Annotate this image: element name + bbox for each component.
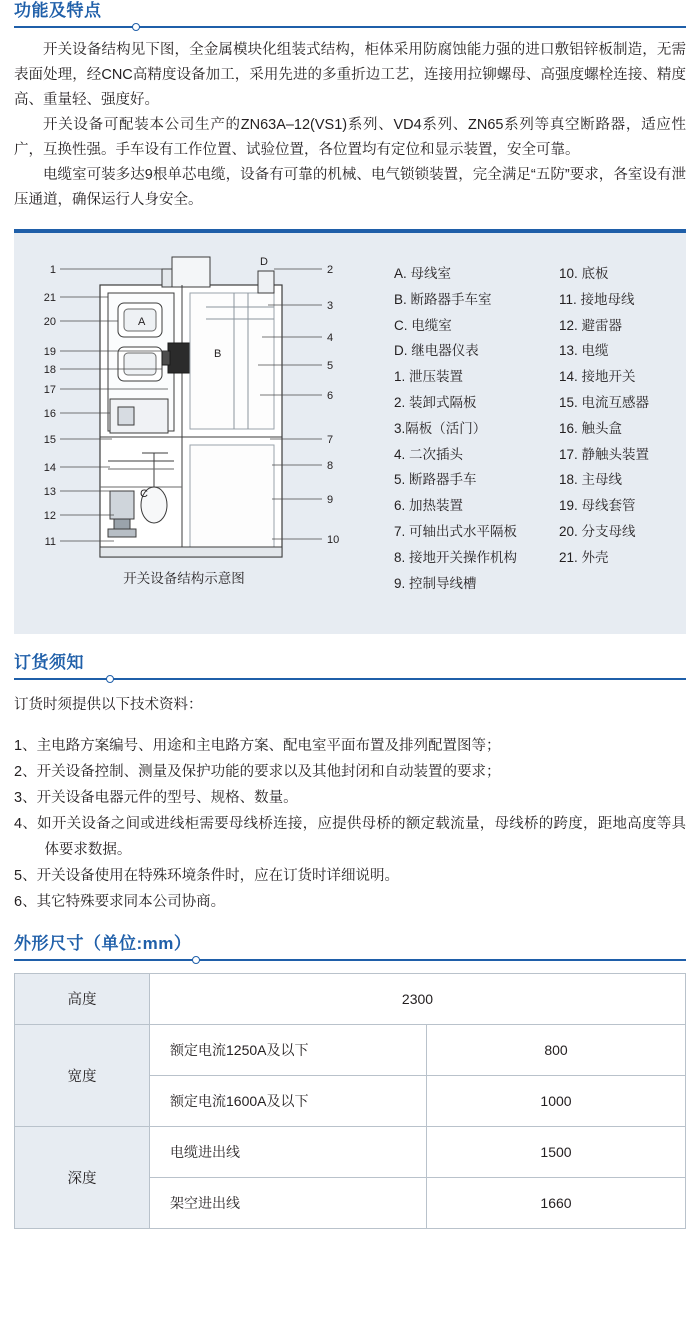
table-row bbox=[15, 973, 686, 1024]
svg-text:17: 17 bbox=[43, 384, 56, 396]
diagram-caption: 开关设备结构示意图 bbox=[123, 571, 245, 586]
svg-text:13: 13 bbox=[43, 486, 56, 498]
legend-item: 19. 母线套管 bbox=[559, 498, 636, 514]
features-paragraph-1: 开关设备结构见下图，全金属模块化组装式结构，柜体采用防腐蚀能力强的进口敷铝锌板制造，无需表面处理，经CNC高精度设备加工，采用先进的多重折边工艺，连接用拉铆螺母、高强度螺栓连接、精度高、重量轻、强度好。 bbox=[14, 42, 686, 108]
svg-text:6: 6 bbox=[327, 390, 334, 402]
section-heading-dimensions bbox=[14, 933, 686, 961]
list-item bbox=[14, 785, 686, 811]
list-item bbox=[14, 811, 686, 863]
legend-item: 11. 接地母线 bbox=[559, 291, 635, 307]
svg-text:11: 11 bbox=[44, 536, 56, 548]
dimension-item: 电缆进出线 bbox=[150, 1126, 427, 1177]
legend-item: 8. 接地开关操作机构 bbox=[394, 549, 518, 565]
svg-text:21: 21 bbox=[43, 292, 56, 304]
list-item-text: 1、主电路方案编号、用途和主电路方案、配电室平面布置及排列配置图等； bbox=[14, 737, 501, 754]
ordering-list bbox=[14, 733, 686, 915]
legend-item: 20. 分支母线 bbox=[559, 523, 636, 539]
section-title-ordering: 订货须知 bbox=[14, 653, 84, 672]
dimension-label: 深度 bbox=[15, 1126, 150, 1228]
svg-text:10: 10 bbox=[327, 534, 340, 546]
legend-item: 14. 接地开关 bbox=[559, 369, 636, 385]
legend-item: 6. 加热装置 bbox=[394, 498, 464, 514]
legend-item: 15. 电流互感器 bbox=[559, 394, 650, 410]
table-row bbox=[15, 1024, 686, 1075]
heading-rule bbox=[14, 678, 686, 680]
dimension-item: 架空进出线 bbox=[150, 1177, 427, 1228]
section-title-dimensions: 外形尺寸（单位:mm） bbox=[14, 933, 192, 953]
list-item-text: 3、开关设备电器元件的型号、规格、数量。 bbox=[14, 789, 298, 806]
svg-text:7: 7 bbox=[327, 434, 334, 446]
dimension-item: 额定电流1600A及以下 bbox=[150, 1075, 427, 1126]
svg-text:14: 14 bbox=[43, 462, 56, 474]
svg-text:B: B bbox=[214, 348, 222, 360]
svg-text:5: 5 bbox=[327, 360, 334, 372]
legend-item: 17. 静触头装置 bbox=[559, 446, 650, 462]
dimension-value: 1000 bbox=[427, 1075, 686, 1126]
legend-item: B. 断路器手车室 bbox=[394, 291, 492, 307]
ordering-intro: 订货时须提供以下技术资料： bbox=[14, 697, 203, 713]
dimension-value: 800 bbox=[427, 1024, 686, 1075]
heading-rule bbox=[14, 26, 686, 28]
dimension-value: 1500 bbox=[427, 1126, 686, 1177]
section-title-features: 功能及特点 bbox=[14, 1, 102, 20]
legend-item: 7. 可轴出式水平隔板 bbox=[394, 523, 518, 539]
svg-text:18: 18 bbox=[43, 364, 56, 376]
svg-text:1: 1 bbox=[49, 264, 56, 276]
legend-item: A. 母线室 bbox=[394, 266, 452, 281]
list-item-text: 5、开关设备使用在特殊环境条件时，应在订货时详细说明。 bbox=[14, 867, 400, 884]
svg-text:8: 8 bbox=[327, 460, 334, 472]
dimensions-table bbox=[14, 973, 686, 1229]
section-heading-features bbox=[14, 0, 686, 28]
dimension-label: 宽度 bbox=[15, 1024, 150, 1126]
section-heading-ordering bbox=[14, 652, 686, 680]
svg-text:12: 12 bbox=[43, 510, 56, 522]
legend-item: 1. 泄压装置 bbox=[394, 369, 464, 385]
svg-text:9: 9 bbox=[327, 494, 334, 506]
svg-text:15: 15 bbox=[43, 434, 56, 446]
features-paragraphs bbox=[14, 38, 686, 213]
svg-text:4: 4 bbox=[327, 332, 334, 344]
svg-text:2: 2 bbox=[327, 264, 334, 276]
list-item bbox=[14, 889, 686, 915]
svg-text:C: C bbox=[140, 488, 148, 500]
switchgear-diagram-svg bbox=[22, 247, 362, 587]
legend-item: 21. 外壳 bbox=[559, 549, 609, 565]
dimension-value: 1660 bbox=[427, 1177, 686, 1228]
svg-text:16: 16 bbox=[43, 408, 56, 420]
legend-item: 12. 避雷器 bbox=[559, 317, 623, 333]
list-item-text: 6、其它特殊要求同本公司协商。 bbox=[14, 893, 226, 910]
svg-text:20: 20 bbox=[43, 316, 56, 328]
dimension-value: 2300 bbox=[150, 973, 686, 1024]
table-row bbox=[15, 1126, 686, 1177]
structure-diagram-panel bbox=[14, 229, 686, 634]
heading-rule bbox=[14, 959, 686, 961]
list-item-text: 2、开关设备控制、测量及保护功能的要求以及其他封闭和自动装置的要求； bbox=[14, 763, 501, 780]
svg-text:A: A bbox=[138, 316, 146, 328]
legend-item: 9. 控制导线槽 bbox=[394, 575, 477, 591]
svg-text:D: D bbox=[260, 256, 268, 268]
legend-item: 13. 电缆 bbox=[559, 343, 609, 359]
list-item bbox=[14, 759, 686, 785]
legend-item: D. 继电器仪表 bbox=[394, 343, 479, 359]
dimension-item: 额定电流1250A及以下 bbox=[150, 1024, 427, 1075]
legend-item: 5. 断路器手车 bbox=[394, 472, 477, 488]
legend-item: 4. 二次插头 bbox=[394, 446, 464, 462]
list-item bbox=[14, 863, 686, 889]
legend-item: C. 电缆室 bbox=[394, 317, 452, 333]
legend-item: 3.隔板（活门） bbox=[394, 420, 487, 436]
legend-item: 16. 触头盒 bbox=[559, 420, 623, 436]
legend-column-1 bbox=[394, 261, 517, 596]
list-item-text: 4、如开关设备之间或进线柜需要母线桥连接，应提供母桥的额定载流量，母线桥的跨度，距地高度等具体要求数据。 bbox=[14, 815, 686, 858]
features-paragraph-3: 电缆室可装多达9根单芯电缆，设备有可靠的机械、电气锁锁装置，完全满足“五防”要求，各室设有泄压通道，确保运行人身安全。 bbox=[14, 167, 686, 208]
svg-text:3: 3 bbox=[327, 300, 334, 312]
list-item bbox=[14, 733, 686, 759]
legend-item: 18. 主母线 bbox=[559, 472, 623, 488]
legend-item: 2. 装卸式隔板 bbox=[394, 394, 477, 410]
legend-item: 10. 底板 bbox=[559, 266, 609, 281]
svg-text:19: 19 bbox=[43, 346, 56, 358]
dimension-label: 高度 bbox=[15, 973, 150, 1024]
legend-column-2 bbox=[559, 261, 649, 571]
features-paragraph-2: 开关设备可配装本公司生产的ZN63A–12(VS1)系列、VD4系列、ZN65系列等真空断路器，适应性广，互换性强。手车设有工作位置、试验位置，各位置均有定位和显示装置，安全可靠。 bbox=[14, 117, 686, 158]
